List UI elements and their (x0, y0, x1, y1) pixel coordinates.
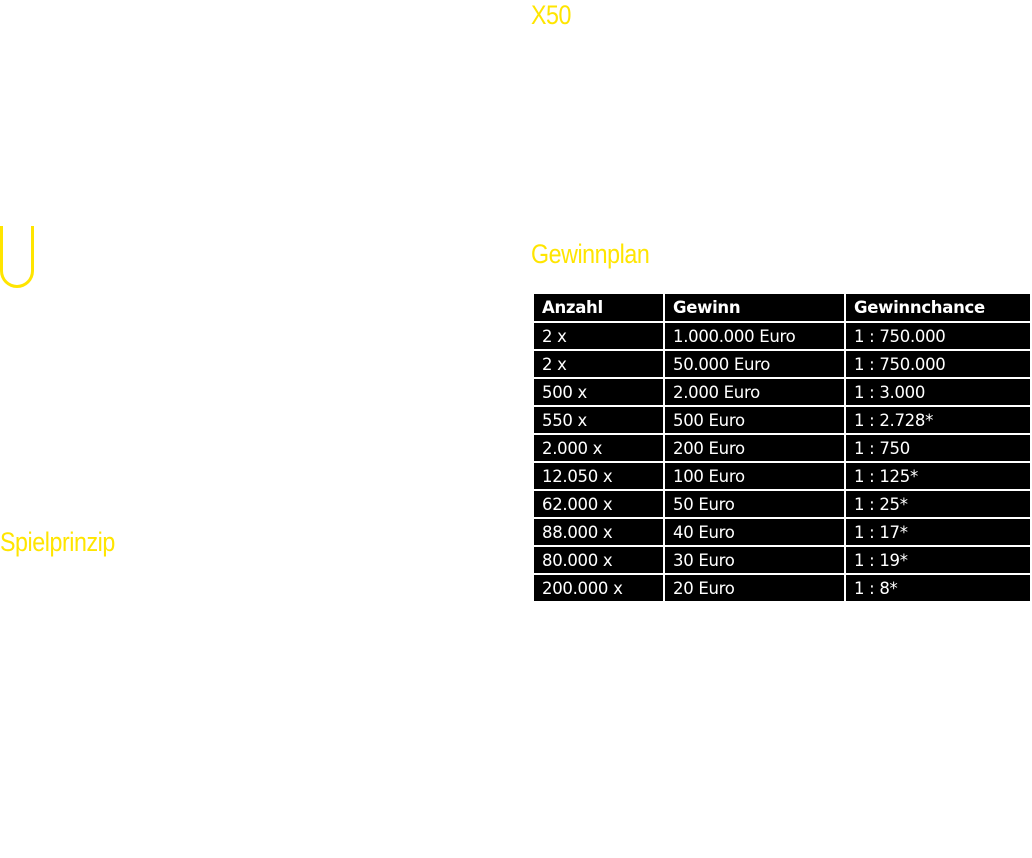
cell-prize: 100 Euro (664, 462, 845, 490)
cell-prize: 1.000.000 Euro (664, 322, 845, 350)
header-anzahl: Anzahl (533, 293, 664, 322)
cell-odds: 1 : 2.728* (845, 406, 1031, 434)
cell-odds: 1 : 3.000 (845, 378, 1031, 406)
cell-count: 80.000 x (533, 546, 664, 574)
cell-prize: 50.000 Euro (664, 350, 845, 378)
table-row (533, 518, 1031, 546)
table-row (533, 350, 1031, 378)
cell-odds: 1 : 750 (845, 434, 1031, 462)
cell-odds: 1 : 17* (845, 518, 1031, 546)
header-gewinn: Gewinn (664, 293, 845, 322)
header-gewinnchance: Gewinnchance (845, 293, 1031, 322)
cell-count: 2 x (533, 322, 664, 350)
table-row (533, 434, 1031, 462)
table-row (533, 406, 1031, 434)
cell-prize: 40 Euro (664, 518, 845, 546)
prize-plan-heading: Gewinnplan (531, 239, 650, 269)
game-principle-heading: Spielprinzip (0, 527, 115, 557)
cell-count: 62.000 x (533, 490, 664, 518)
cell-odds: 1 : 25* (845, 490, 1031, 518)
table-row (533, 574, 1031, 602)
table-row (533, 462, 1031, 490)
cell-odds: 1 : 125* (845, 462, 1031, 490)
cell-count: 200.000 x (533, 574, 664, 602)
cell-odds: 1 : 8* (845, 574, 1031, 602)
cell-prize: 20 Euro (664, 574, 845, 602)
table-row (533, 546, 1031, 574)
cell-prize: 50 Euro (664, 490, 845, 518)
cell-count: 550 x (533, 406, 664, 434)
cell-odds: 1 : 19* (845, 546, 1031, 574)
cell-prize: 200 Euro (664, 434, 845, 462)
cell-prize: 500 Euro (664, 406, 845, 434)
cell-count: 2 x (533, 350, 664, 378)
prize-table (532, 292, 1032, 603)
cell-prize: 30 Euro (664, 546, 845, 574)
cell-odds: 1 : 750.000 (845, 350, 1031, 378)
cell-count: 88.000 x (533, 518, 664, 546)
cell-odds: 1 : 750.000 (845, 322, 1031, 350)
table-row (533, 322, 1031, 350)
product-title: X50 (531, 0, 572, 30)
cell-count: 500 x (533, 378, 664, 406)
cell-count: 2.000 x (533, 434, 664, 462)
prize-table-header-row (533, 293, 1031, 322)
decorative-u-glyph (0, 226, 34, 288)
cell-prize: 2.000 Euro (664, 378, 845, 406)
table-row (533, 490, 1031, 518)
table-row (533, 378, 1031, 406)
cell-count: 12.050 x (533, 462, 664, 490)
